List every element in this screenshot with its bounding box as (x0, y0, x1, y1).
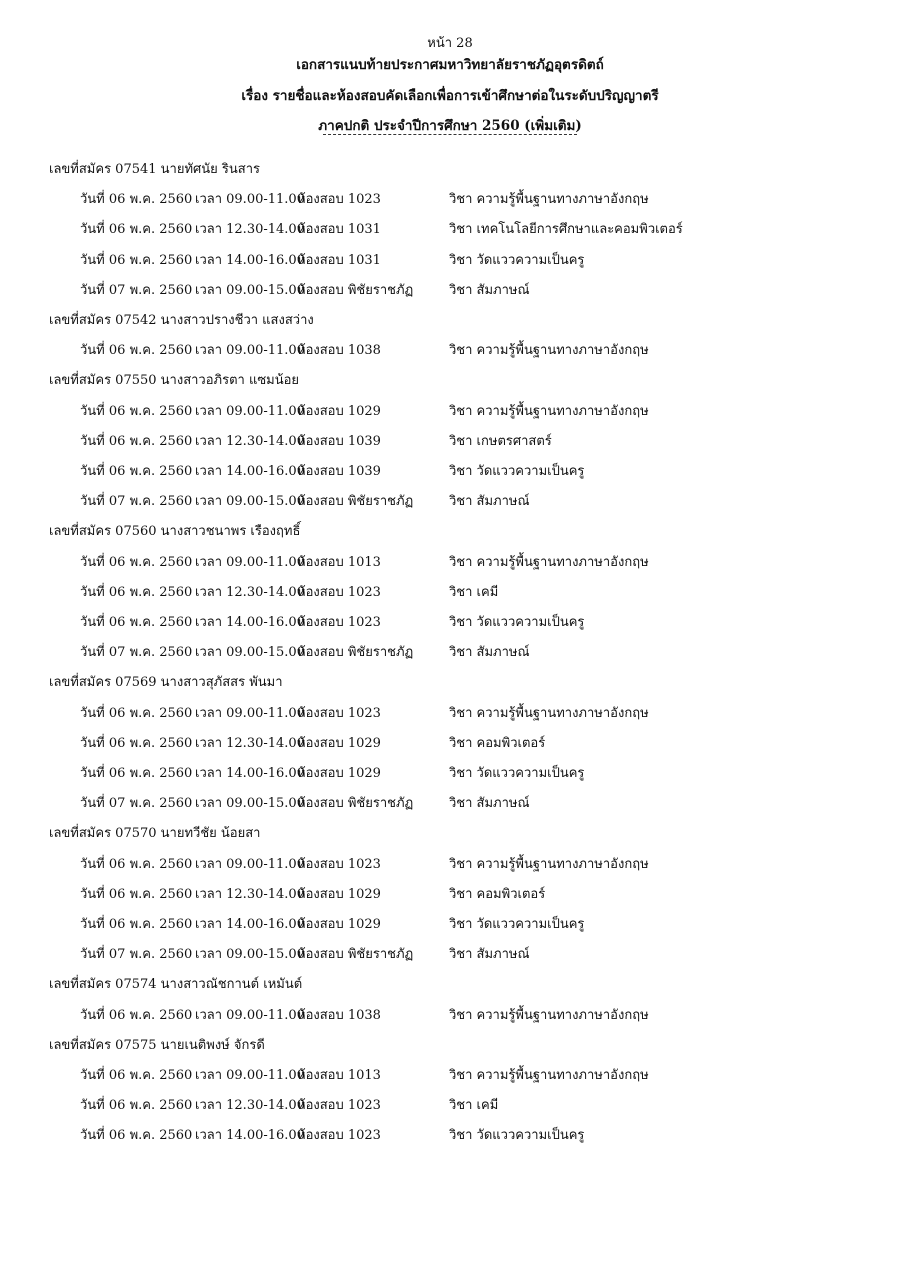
exam-room: ห้องสอบ พิชัยราชภัฏ (297, 282, 414, 298)
exam-subject: วิชา เคมี (449, 584, 499, 600)
exam-time: เวลา 09.00-15.00 (195, 645, 305, 661)
exam-time: เวลา 09.00-11.00 (195, 343, 305, 359)
exam-room: ห้องสอบ พิชัยราชภัฏ (297, 645, 414, 661)
exam-subject: วิชา เคมี (449, 1098, 499, 1114)
exam-subject: วิชา วัดแววความเป็นครู (449, 464, 585, 479)
exam-date: วันที่ 06 พ.ค. 2560 (80, 735, 193, 751)
exam-time: เวลา 09.00-11.00 (195, 856, 305, 872)
exam-time: เวลา 14.00-16.00 (195, 1128, 305, 1144)
exam-subject: วิชา วัดแววความเป็นครู (449, 766, 585, 781)
exam-room: ห้องสอบ 1013 (297, 1068, 381, 1083)
applicant-id-name: เลขที่สมัคร 07570 นายทวีชัย น้อยสา (49, 826, 261, 842)
exam-date: วันที่ 06 พ.ค. 2560 (80, 1007, 193, 1023)
applicant-id-name: เลขที่สมัคร 07574 นางสาวณัชกานต์ เหมันต์ (49, 977, 303, 993)
page-number: หน้า 28 (427, 36, 473, 51)
exam-room: ห้องสอบ 1039 (297, 433, 381, 449)
exam-time: เวลา 14.00-16.00 (195, 766, 305, 781)
applicant-row (0, 158, 900, 182)
exam-subject: วิชา วัดแววความเป็นครู (449, 1128, 585, 1144)
exam-schedule-row (0, 279, 900, 303)
exam-time: เวลา 14.00-16.00 (195, 252, 305, 268)
exam-schedule-row (0, 641, 900, 665)
exam-subject: วิชา วัดแววความเป็นครู (449, 917, 585, 932)
exam-subject: วิชา วัดแววความเป็นครู (449, 252, 585, 268)
exam-time: เวลา 09.00-15.00 (195, 282, 305, 298)
exam-room: ห้องสอบ พิชัยราชภัฏ (297, 947, 414, 963)
exam-subject: วิชา เกษตรศาสตร์ (449, 433, 552, 449)
exam-room: ห้องสอบ พิชัยราชภัฏ (297, 494, 414, 510)
exam-subject: วิชา เทคโนโลยีการศึกษาและคอมพิวเตอร์ (449, 222, 683, 238)
applicant-row (0, 520, 900, 544)
exam-time: เวลา 12.30-14.00 (195, 584, 305, 600)
exam-room: ห้องสอบ 1039 (297, 464, 381, 479)
exam-schedule-row (0, 611, 900, 635)
exam-schedule-row (0, 339, 900, 363)
exam-time: เวลา 12.30-14.00 (195, 735, 305, 751)
exam-room: ห้องสอบ 1029 (297, 766, 381, 781)
exam-date: วันที่ 06 พ.ค. 2560 (80, 856, 193, 872)
exam-room: ห้องสอบ 1023 (297, 705, 381, 721)
exam-schedule-row (0, 551, 900, 575)
exam-room: ห้องสอบ 1038 (297, 343, 381, 359)
exam-subject: วิชา สัมภาษณ์ (449, 282, 530, 298)
applicant-id-name: เลขที่สมัคร 07575 นายเนติพงษ์ จักรดี (49, 1037, 265, 1053)
applicant-id-name: เลขที่สมัคร 07560 นางสาวชนาพร เรืองฤทธิ์ (49, 524, 301, 540)
exam-time: เวลา 09.00-11.00 (195, 1068, 305, 1083)
exam-time: เวลา 09.00-11.00 (195, 403, 305, 419)
exam-date: วันที่ 07 พ.ค. 2560 (80, 796, 193, 812)
exam-date: วันที่ 07 พ.ค. 2560 (80, 282, 193, 298)
exam-room: ห้องสอบ 1029 (297, 886, 381, 902)
exam-subject: วิชา สัมภาษณ์ (449, 645, 530, 661)
applicant-id-name: เลขที่สมัคร 07569 นางสาวสุภัสสร พันมา (49, 675, 283, 691)
exam-schedule-row (0, 883, 900, 907)
exam-subject: วิชา คอมพิวเตอร์ (449, 735, 546, 751)
exam-schedule-row (0, 943, 900, 967)
exam-date: วันที่ 07 พ.ค. 2560 (80, 947, 193, 963)
exam-date: วันที่ 06 พ.ค. 2560 (80, 464, 193, 479)
exam-date: วันที่ 06 พ.ค. 2560 (80, 705, 193, 721)
exam-room: ห้องสอบ 1023 (297, 1098, 381, 1114)
exam-schedule-row (0, 702, 900, 726)
exam-time: เวลา 12.30-14.00 (195, 1098, 305, 1114)
exam-subject: วิชา ความรู้พื้นฐานทางภาษาอังกฤษ (449, 343, 649, 359)
exam-date: วันที่ 07 พ.ค. 2560 (80, 494, 193, 510)
exam-time: เวลา 14.00-16.00 (195, 615, 305, 630)
exam-subject: วิชา สัมภาษณ์ (449, 796, 530, 812)
exam-room: ห้องสอบ 1023 (297, 192, 381, 208)
applicant-row (0, 822, 900, 846)
document-title: เอกสารแนบท้ายประกาศมหาวิทยาลัยราชภัฏอุตรดิตถ์ (296, 57, 604, 73)
exam-time: เวลา 12.30-14.00 (195, 886, 305, 902)
exam-room: ห้องสอบ 1029 (297, 735, 381, 751)
exam-room: ห้องสอบ 1013 (297, 554, 381, 570)
applicant-id-name: เลขที่สมัคร 07541 นายทัศนัย รินสาร (49, 162, 261, 177)
exam-room: ห้องสอบ 1031 (297, 252, 381, 268)
exam-schedule-row (0, 853, 900, 877)
exam-schedule-row (0, 792, 900, 816)
exam-schedule-row (0, 732, 900, 756)
exam-time: เวลา 09.00-15.00 (195, 947, 305, 963)
exam-date: วันที่ 06 พ.ค. 2560 (80, 433, 193, 449)
exam-subject: วิชา ความรู้พื้นฐานทางภาษาอังกฤษ (449, 554, 649, 570)
exam-schedule-row (0, 400, 900, 424)
applicant-row (0, 1034, 900, 1058)
exam-subject: วิชา ความรู้พื้นฐานทางภาษาอังกฤษ (449, 1007, 649, 1023)
exam-date: วันที่ 06 พ.ค. 2560 (80, 1068, 193, 1083)
header-dashed-rule (323, 134, 577, 135)
exam-schedule-row (0, 581, 900, 605)
exam-date: วันที่ 06 พ.ค. 2560 (80, 886, 193, 902)
exam-subject: วิชา สัมภาษณ์ (449, 494, 530, 510)
exam-subject: วิชา วัดแววความเป็นครู (449, 615, 585, 630)
exam-time: เวลา 09.00-15.00 (195, 494, 305, 510)
exam-date: วันที่ 06 พ.ค. 2560 (80, 403, 193, 419)
exam-date: วันที่ 06 พ.ค. 2560 (80, 1128, 193, 1144)
exam-date: วันที่ 06 พ.ค. 2560 (80, 343, 193, 359)
applicant-id-name: เลขที่สมัคร 07550 นางสาวอภิรตา แซมน้อย (49, 373, 300, 389)
exam-time: เวลา 12.30-14.00 (195, 433, 305, 449)
exam-time: เวลา 09.00-11.00 (195, 1007, 305, 1023)
exam-schedule-row (0, 218, 900, 242)
exam-schedule-row (0, 460, 900, 484)
exam-room: ห้องสอบ 1038 (297, 1007, 381, 1023)
exam-room: ห้องสอบ 1029 (297, 403, 381, 419)
exam-schedule-row (0, 1064, 900, 1088)
exam-schedule-row (0, 188, 900, 212)
exam-room: ห้องสอบ 1023 (297, 615, 381, 630)
exam-subject: วิชา คอมพิวเตอร์ (449, 886, 546, 902)
exam-date: วันที่ 06 พ.ค. 2560 (80, 615, 193, 630)
exam-room: ห้องสอบ พิชัยราชภัฏ (297, 796, 414, 812)
exam-date: วันที่ 06 พ.ค. 2560 (80, 766, 193, 781)
exam-room: ห้องสอบ 1023 (297, 584, 381, 600)
exam-room: ห้องสอบ 1023 (297, 856, 381, 872)
exam-room: ห้องสอบ 1029 (297, 917, 381, 932)
exam-room: ห้องสอบ 1031 (297, 222, 381, 238)
exam-date: วันที่ 06 พ.ค. 2560 (80, 222, 193, 238)
exam-date: วันที่ 06 พ.ค. 2560 (80, 192, 193, 208)
exam-subject: วิชา สัมภาษณ์ (449, 947, 530, 963)
applicant-row (0, 369, 900, 393)
exam-subject: วิชา ความรู้พื้นฐานทางภาษาอังกฤษ (449, 1068, 649, 1083)
exam-schedule-row (0, 1124, 900, 1148)
exam-schedule-row (0, 1094, 900, 1118)
exam-date: วันที่ 06 พ.ค. 2560 (80, 252, 193, 268)
applicant-row (0, 309, 900, 333)
exam-time: เวลา 14.00-16.00 (195, 917, 305, 932)
exam-time: เวลา 09.00-11.00 (195, 192, 305, 208)
applicant-row (0, 671, 900, 695)
exam-time: เวลา 09.00-15.00 (195, 796, 305, 812)
exam-schedule-row (0, 913, 900, 937)
exam-room: ห้องสอบ 1023 (297, 1128, 381, 1144)
exam-time: เวลา 14.00-16.00 (195, 464, 305, 479)
exam-subject: วิชา ความรู้พื้นฐานทางภาษาอังกฤษ (449, 856, 649, 872)
exam-subject: วิชา ความรู้พื้นฐานทางภาษาอังกฤษ (449, 403, 649, 419)
exam-schedule-row (0, 1004, 900, 1028)
exam-schedule-row (0, 249, 900, 273)
exam-date: วันที่ 06 พ.ค. 2560 (80, 554, 193, 570)
applicant-row (0, 973, 900, 997)
exam-schedule-row (0, 490, 900, 514)
exam-schedule-row (0, 762, 900, 786)
exam-date: วันที่ 06 พ.ค. 2560 (80, 584, 193, 600)
exam-time: เวลา 09.00-11.00 (195, 705, 305, 721)
exam-schedule-row (0, 430, 900, 454)
exam-subject: วิชา ความรู้พื้นฐานทางภาษาอังกฤษ (449, 192, 649, 208)
exam-date: วันที่ 06 พ.ค. 2560 (80, 1098, 193, 1114)
applicant-id-name: เลขที่สมัคร 07542 นางสาวปรางชีวา แสงสว่าง (49, 313, 314, 328)
exam-date: วันที่ 06 พ.ค. 2560 (80, 917, 193, 932)
exam-time: เวลา 09.00-11.00 (195, 554, 305, 570)
document-subject: เรื่อง รายชื่อและห้องสอบคัดเลือกเพื่อการเข้าศึกษาต่อในระดับปริญญาตรี (241, 88, 659, 104)
document-subtitle: ภาคปกติ ประจำปีการศึกษา 2560 (เพิ่มเติม) (318, 118, 582, 134)
exam-date: วันที่ 07 พ.ค. 2560 (80, 645, 193, 661)
exam-time: เวลา 12.30-14.00 (195, 222, 305, 238)
exam-subject: วิชา ความรู้พื้นฐานทางภาษาอังกฤษ (449, 705, 649, 721)
